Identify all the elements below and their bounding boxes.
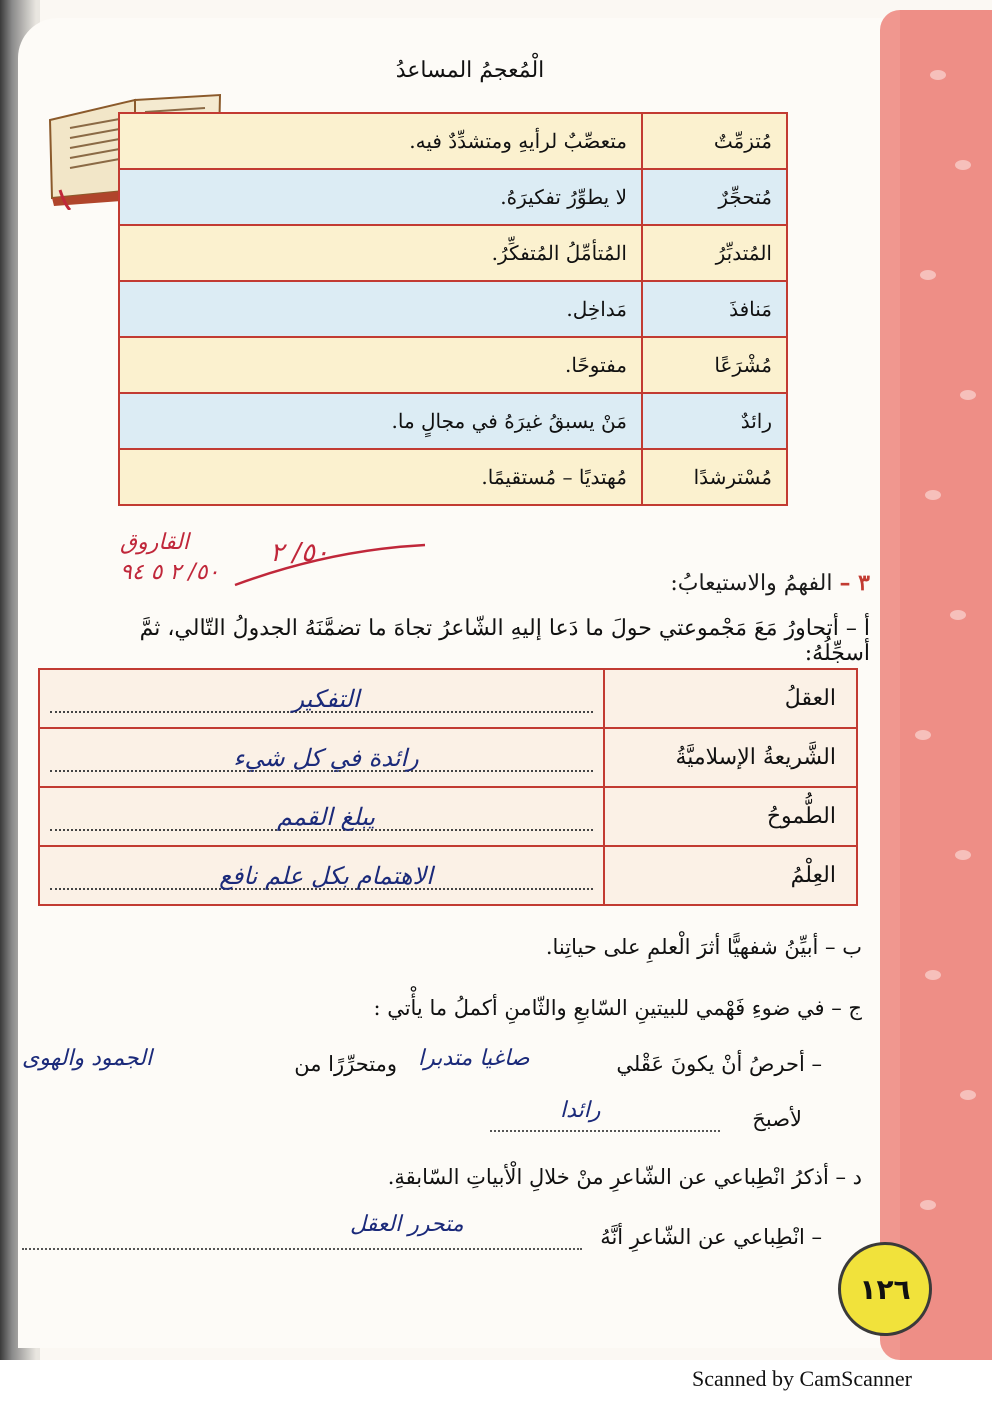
answer-key: الشَّريعةُ الإسلاميَّةُ <box>604 728 857 787</box>
question-d-line-start: – انْطِباعي عن الشّاعرِ أنَّهُ <box>600 1225 822 1249</box>
answer-dotted-line <box>490 1130 720 1132</box>
table-row <box>119 169 787 225</box>
red-grade-mark: ٥٠/ ٢ <box>270 538 329 568</box>
question-c-line1-start: – أحرصُ أنْ يكونَ عَقْلي <box>616 1052 822 1076</box>
table-row <box>119 113 787 169</box>
handwritten-answer: يبلغ القمم <box>276 802 376 831</box>
question-d: د – أذكرُ انْطِباعي عن الشّاعرِ منْ خلالِ الْأبياتِ السّابقةِ. <box>387 1165 862 1189</box>
glossary-meaning: المُتأمِّلُ المُتفكِّرُ. <box>119 225 642 281</box>
handwritten-answer[interactable]: صاغيا متدبرا <box>418 1046 530 1071</box>
table-row <box>39 787 857 846</box>
answer-key: العِلْمُ <box>604 846 857 905</box>
question-b: ب – أبيِّنُ شفهيًّا أثرَ الْعلمِ على حياتِنا. <box>545 935 862 959</box>
table-row <box>39 846 857 905</box>
table-row <box>119 449 787 505</box>
answer-dotted-line <box>22 1248 582 1250</box>
answer-cell[interactable] <box>39 669 604 728</box>
glossary-word: مُشْرَعًا <box>642 337 787 393</box>
answer-cell[interactable] <box>39 787 604 846</box>
handwritten-answer: رائدة في كل شيء <box>233 743 419 772</box>
glossary-meaning: مُهتديًا – مُستقيمًا. <box>119 449 642 505</box>
glossary-table <box>118 112 788 506</box>
handwritten-answer[interactable]: الجمود والهوى <box>22 1046 153 1071</box>
section-number: ٣ – <box>839 570 870 596</box>
question-c-line2-start: لأصبحَ <box>752 1107 802 1131</box>
question-c: ج – في ضوءِ فَهْمي للبيتينِ السّابعِ والثّامنِ أكملُ ما يأْتي : <box>373 996 862 1020</box>
section-title: الفهمُ والاستيعابُ: <box>670 571 833 596</box>
page-number-badge: ١٢٦ <box>838 1242 932 1336</box>
answer-cell[interactable] <box>39 728 604 787</box>
answer-cell[interactable] <box>39 846 604 905</box>
glossary-meaning: مَداخِل. <box>119 281 642 337</box>
decorative-ribbon <box>900 10 992 1360</box>
glossary-meaning: مفتوحًا. <box>119 337 642 393</box>
glossary-word: مُتزمِّتٌ <box>642 113 787 169</box>
scanner-watermark: Scanned by CamScanner <box>692 1366 912 1391</box>
table-row <box>39 728 857 787</box>
table-row <box>119 337 787 393</box>
glossary-word: مُسْترشدًا <box>642 449 787 505</box>
question-c-line1-mid: ومتحرِّرًا من <box>294 1052 397 1076</box>
handwritten-answer[interactable]: متحرر العقل <box>350 1212 464 1237</box>
glossary-heading: الْمُعجمُ المساعدُ <box>395 58 545 83</box>
handwritten-answer[interactable]: رائدا <box>560 1098 601 1123</box>
glossary-word: مُتحجِّرٌ <box>642 169 787 225</box>
red-note-name: القاروق <box>120 530 189 555</box>
glossary-meaning: متعصِّبٌ لرأيهِ ومتشدِّدٌ فيه. <box>119 113 642 169</box>
instruction-text: أ – أتحاورُ مَعَ مَجْموعتي حولَ ما دَعا إليهِ الشّاعرُ تجاهَ ما تضمَّنَهُ الجدولُ التّالي، ثمَّ أسجِّلُهُ: <box>139 616 870 666</box>
table-row <box>119 225 787 281</box>
red-note-date: ٥٠/ ٢ ٥ ٩٤ <box>120 560 220 585</box>
red-underline-stroke <box>230 540 430 590</box>
table-row <box>119 393 787 449</box>
answer-table <box>38 668 858 906</box>
table-row <box>119 281 787 337</box>
answer-key: العقلُ <box>604 669 857 728</box>
glossary-word: المُتدبِّرُ <box>642 225 787 281</box>
handwritten-answer: الاهتمام بكل علم نافع <box>219 861 433 890</box>
glossary-word: رائدٌ <box>642 393 787 449</box>
glossary-meaning: مَنْ يسبقُ غيرَهُ في مجالٍ ما. <box>119 393 642 449</box>
handwritten-answer: التفكير <box>292 684 360 713</box>
table-row <box>39 669 857 728</box>
glossary-word: مَنافذَ <box>642 281 787 337</box>
answer-key: الطُّموحُ <box>604 787 857 846</box>
section-heading <box>600 570 870 596</box>
glossary-meaning: لا يطوِّرُ تفكيرَهُ. <box>119 169 642 225</box>
